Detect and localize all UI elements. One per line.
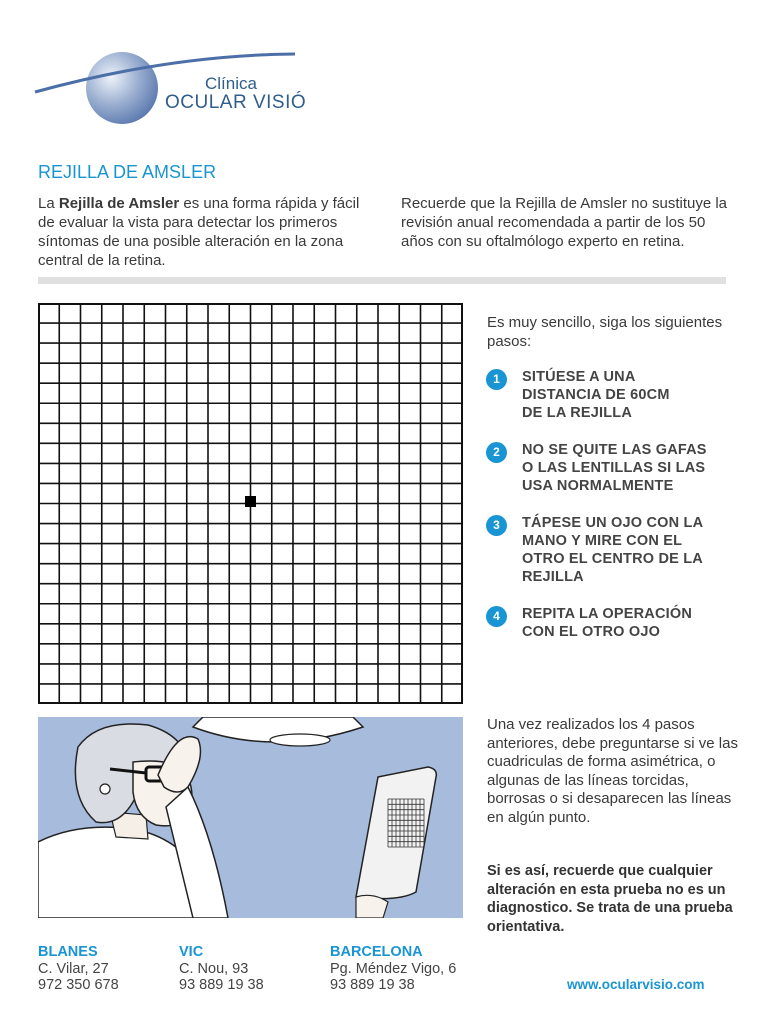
office-address: Pg. Méndez Vigo, 6	[330, 960, 457, 977]
intro-paragraph	[38, 194, 373, 270]
reminder-paragraph: Recuerde que la Rejilla de Amsler no sustituye la revisión anual recomendada a partir de los 50 años con su oftalmólogo experto en retina.	[401, 195, 728, 250]
office-name: BARCELONA	[330, 944, 423, 960]
website-link[interactable]: www.ocularvisio.com	[567, 977, 705, 992]
instructions-paragraph: Una vez realizados los 4 pasos anteriores, debe preguntarse si ve las cuadriculas de forma asimétrica, o algunas de las líneas torcidas, borrosas o si desaparecen las líneas en algún punto.	[487, 716, 738, 826]
divider	[38, 277, 726, 284]
office-address: C. Vilar, 27	[38, 960, 109, 977]
office-vic	[179, 944, 264, 994]
logo-graphic	[30, 50, 330, 130]
step-text: NO SE QUITE LAS GAFAS O LAS LENTILLAS SI LAS USA NORMALMENTE	[522, 442, 707, 494]
center-fixation-dot	[245, 496, 256, 507]
office-phone: 93 889 19 38	[179, 977, 264, 993]
woman-testing-illustration	[38, 717, 463, 918]
step-number-badge: 4	[486, 606, 507, 627]
intro-bold-term: Rejilla de Amsler	[58, 195, 180, 212]
logo-text-name: OCULAR VISIÓ	[165, 92, 307, 113]
office-name: BLANES	[38, 944, 98, 960]
step-text: REPITA LA OPERACIÓN CON EL OTRO OJO	[522, 606, 693, 640]
disclaimer-note: Si es así, recuerde que cualquier alteración en esta prueba no es un diagnostico. Se trata de una prueba orientativa.	[487, 863, 733, 935]
logo-text-clinica: Clínica	[205, 74, 257, 93]
page-title: REJILLA DE AMSLER	[38, 162, 217, 182]
steps-intro: Es muy sencillo, siga los siguientes pasos:	[487, 314, 723, 350]
office-name: VIC	[179, 944, 204, 960]
office-blanes	[38, 944, 119, 994]
step-number-badge: 3	[486, 515, 507, 536]
office-phone: 93 889 19 38	[330, 977, 415, 993]
intro-pre: La	[38, 195, 59, 212]
amsler-grid	[38, 303, 463, 704]
step-number-badge: 1	[486, 369, 507, 390]
office-phone: 972 350 678	[38, 977, 119, 993]
step-number-badge: 2	[486, 442, 507, 463]
step-text: TÁPESE UN OJO CON LA MANO Y MIRE CON EL OTRO EL CENTRO DE LA REJILLA	[522, 515, 704, 585]
office-address: C. Nou, 93	[179, 960, 249, 977]
intro-post: es una forma rápida y fácil de evaluar la vista para detectar los primeros síntomas de una posible alteración en la zona central de la retina.	[38, 195, 360, 269]
office-barcelona	[330, 944, 456, 994]
step-text: SITÚESE A UNA DISTANCIA DE 60CM DE LA REJILLA	[522, 369, 670, 421]
